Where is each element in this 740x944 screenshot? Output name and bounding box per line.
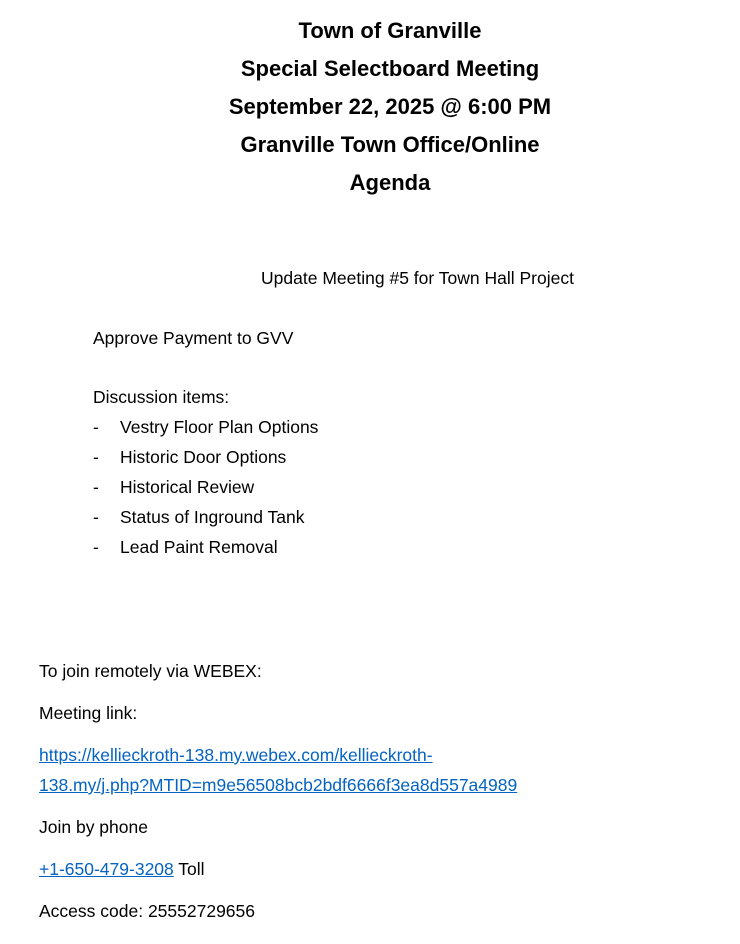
- list-item-label: Historical Review: [120, 477, 255, 497]
- agenda-heading: Agenda: [349, 170, 431, 195]
- agenda-header: [0, 12, 740, 202]
- meeting-subtitle: Update Meeting #5 for Town Hall Project: [261, 268, 574, 288]
- bullet-dash: -: [93, 537, 99, 557]
- meeting-link[interactable]: [39, 743, 433, 767]
- join-by-phone-label: Join by phone: [39, 817, 148, 837]
- phone-row: [39, 857, 205, 881]
- toll-label: Toll: [173, 859, 205, 879]
- meeting-link-label: Meeting link:: [39, 703, 138, 723]
- meeting-title: Special Selectboard Meeting: [240, 56, 540, 81]
- list-item-label: Historic Door Options: [120, 447, 287, 467]
- list-item: [93, 535, 318, 565]
- phone-number-link[interactable]: +1-650-479-3208: [39, 859, 174, 879]
- meeting-datetime: September 22, 2025 @ 6:00 PM: [228, 94, 552, 119]
- discussion-title: Discussion items:: [93, 387, 230, 407]
- list-item: [93, 505, 318, 535]
- list-item-label: Vestry Floor Plan Options: [120, 417, 319, 437]
- discussion-list: [93, 415, 318, 565]
- list-item: [93, 445, 318, 475]
- meeting-location: Granville Town Office/Online: [240, 132, 540, 157]
- list-item: [93, 415, 318, 445]
- bullet-dash: -: [93, 507, 99, 527]
- town-name: Town of Granville: [298, 18, 482, 43]
- meeting-link-line2[interactable]: 138.my/j.php?MTID=m9e56508bcb2bdf6666f3ea8d557a4989: [39, 775, 518, 795]
- approve-payment-item: Approve Payment to GVV: [93, 328, 294, 348]
- bullet-dash: -: [93, 417, 99, 437]
- list-item-label: Lead Paint Removal: [120, 537, 278, 557]
- access-code: Access code: 25552729656: [39, 901, 255, 921]
- list-item-label: Status of Inground Tank: [120, 507, 305, 527]
- bullet-dash: -: [93, 447, 99, 467]
- meeting-link-continued[interactable]: [39, 773, 517, 797]
- remote-intro: To join remotely via WEBEX:: [39, 661, 262, 681]
- list-item: [93, 475, 318, 505]
- bullet-dash: -: [93, 477, 99, 497]
- meeting-link-line1[interactable]: https://kellieckroth-138.my.webex.com/kellieckroth-: [39, 745, 433, 765]
